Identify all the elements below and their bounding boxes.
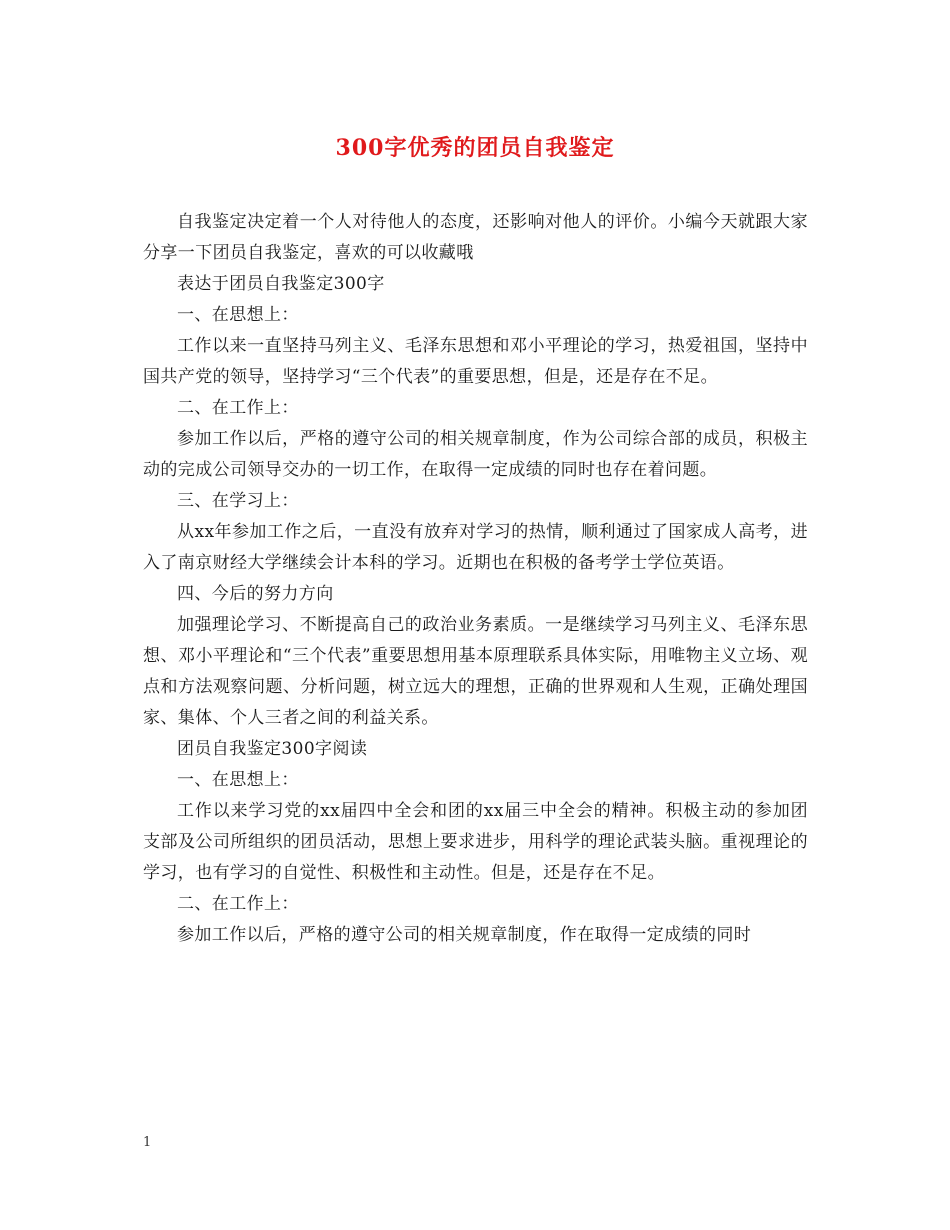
paragraph-intro: 自我鉴定决定着一个人对待他人的态度，还影响对他人的评价。小编今天就跟大家分享一下团员自我鉴定，喜欢的可以收藏哦 <box>143 212 808 263</box>
paragraph: 参加工作以后，严格的遵守公司的相关规章制度，作为公司综合部的成员，积极主动的完成公司领导交办的一切工作，在取得一定成绩的同时也存在着问题。 <box>143 429 808 480</box>
paragraph: 工作以来学习党的xx届四中全会和团的xx届三中全会的精神。积极主动的参加团支部及公司所组织的团员活动，思想上要求进步，用科学的理论武装头脑。重视理论的学习，也有学习的自觉性、积极性和主动性。但是，还是存在不足。 <box>143 801 808 883</box>
subsection-heading: 一、在思想上： <box>177 305 299 325</box>
section-heading: 表达于团员自我鉴定300字 <box>177 274 385 294</box>
section-heading: 团员自我鉴定300字阅读 <box>177 739 368 759</box>
document-title: 300字优秀的团员自我鉴定 <box>335 135 615 161</box>
subsection-heading: 一、在思想上： <box>177 770 299 790</box>
paragraph: 加强理论学习、不断提高自己的政治业务素质。一是继续学习马列主义、毛泽东思想、邓小平理论和“三个代表”重要思想用基本原理联系具体实际，用唯物主义立场、观点和方法观察问题、分析问题，树立远大的理想，正确的世界观和人生观，正确处理国家、集体、个人三者之间的利益关系。 <box>143 615 808 728</box>
subsection-heading: 二、在工作上： <box>177 398 299 418</box>
document-body <box>143 207 808 951</box>
subsection-heading: 三、在学习上： <box>177 491 299 511</box>
subsection-heading: 二、在工作上： <box>177 894 299 914</box>
paragraph: 参加工作以后，严格的遵守公司的相关规章制度，作在取得一定成绩的同时 <box>177 925 752 945</box>
subsection-heading: 四、今后的努力方向 <box>177 584 334 604</box>
page-number: 1 <box>143 1135 152 1150</box>
paragraph: 从xx年参加工作之后，一直没有放弃对学习的热情，顺利通过了国家成人高考，进入了南京财经大学继续会计本科的学习。近期也在积极的备考学士学位英语。 <box>143 522 808 573</box>
paragraph: 工作以来一直坚持马列主义、毛泽东思想和邓小平理论的学习，热爱祖国，坚持中国共产党的领导，坚持学习“三个代表”的重要思想，但是，还是存在不足。 <box>143 336 808 387</box>
